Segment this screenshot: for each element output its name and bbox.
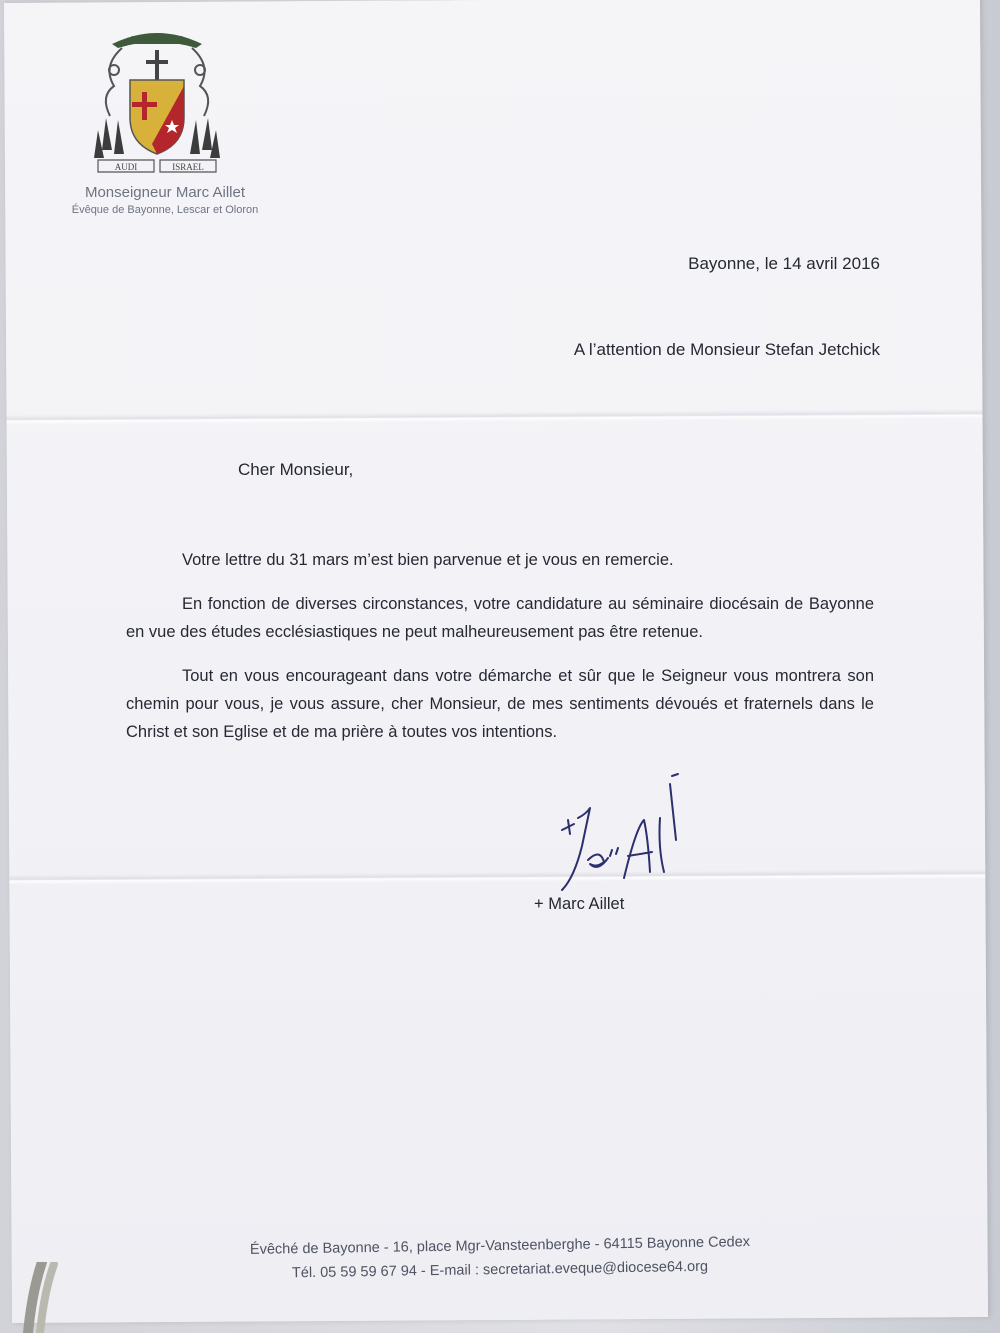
- attention-line: A l’attention de Monsieur Stefan Jetchick: [573, 340, 880, 359]
- paper-fold: [9, 869, 985, 885]
- crest-motto-left: AUDI: [114, 162, 138, 172]
- body-paragraph: Tout en vous encourageant dans votre démarche et sûr que le Seigneur vous montrera son chemin pour vous, je vous assure, cher Monsieur, de mes sentiments dévoués et fraternels dans le Christ et son Eglise et de ma prière à toutes vos intentions.: [126, 667, 874, 741]
- body-paragraph: Votre lettre du 31 mars m’est bien parvenue et je vous en remercie.: [182, 551, 674, 569]
- crest-motto-right: ISRAEL: [172, 162, 204, 172]
- letterhead-title: Évêque de Bayonne, Lescar et Oloron: [71, 204, 259, 216]
- body-paragraph: En fonction de diverses circonstances, votre candidature au séminaire diocésain de Bayonne en vue des études ecclésiastiques ne peut malheureusement pas être retenue.: [126, 595, 874, 641]
- handwritten-signature: [552, 768, 702, 898]
- signer-name: + Marc Aillet: [534, 895, 625, 913]
- episcopal-coat-of-arms-logo: [92, 26, 222, 176]
- letterhead-name: Monseigneur Marc Aillet: [84, 184, 246, 201]
- date-line: Bayonne, le 14 avril 2016: [688, 254, 880, 273]
- footer-contact: Tél. 05 59 59 67 94 - E-mail : secretariat.eveque@diocese64.org: [291, 1258, 709, 1282]
- letter-body: [126, 546, 874, 762]
- footer-address: Évêché de Bayonne - 16, place Mgr-Vansteenberghe - 64115 Bayonne Cedex: [249, 1234, 751, 1258]
- hanging-cord: [18, 1262, 78, 1333]
- salutation: Cher Monsieur,: [238, 460, 354, 479]
- paper-fold: [6, 409, 982, 425]
